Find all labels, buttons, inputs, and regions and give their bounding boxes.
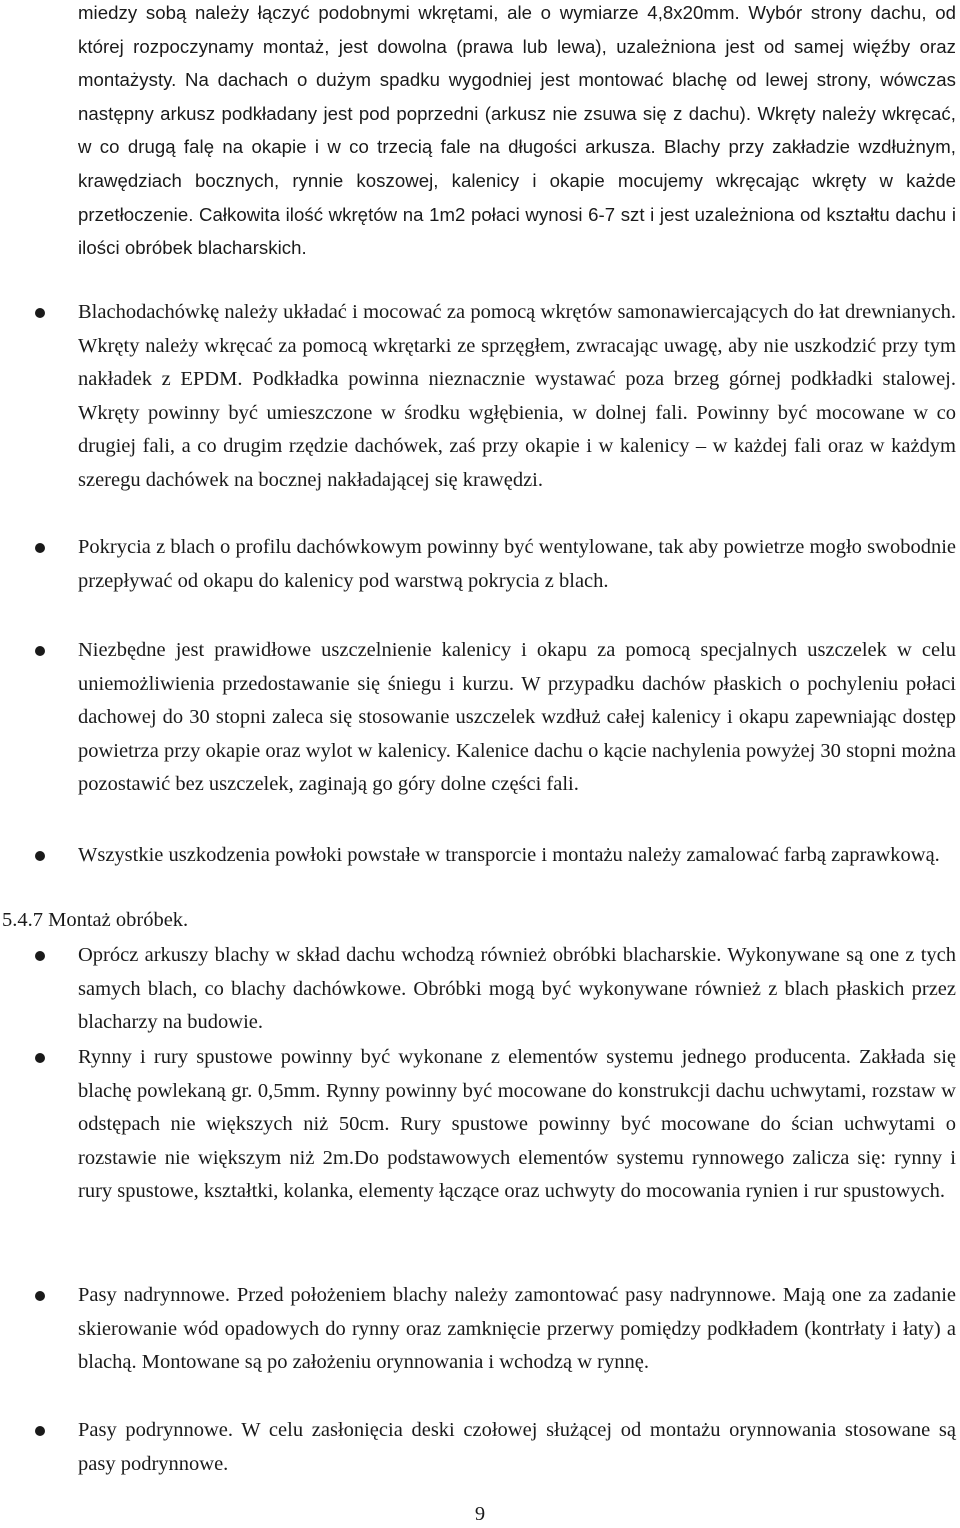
bullet-icon [35, 308, 45, 318]
bullet-item-eaves-strip: Pasy podrynnowe. W celu zasłonięcia deski czołowej służącej od montażu orynnowania stosowane są pasy podrynnowe. [78, 1419, 956, 1475]
continuation-paragraph: miedzy sobą należy łączyć podobnymi wkrętami, ale o wymiarze 4,8x20mm. Wybór strony dachu, od której rozpoczynamy montaż, jest dowolna (prawa lub lewa), uzależniona jest od samej więźby oraz montażysty. Na dachach o dużym spadku wygodniej jest montować blachę od lewej strony, wówczas następny arkusz podkładany jest pod poprzedni (arkusz nie zsuwa się z dachu). Wkręty należy wkręcać, w co drugą falę na okapie i w co trzecią fale na długości arkusza. Blachy przy zakładzie wzdłużnym, krawędziach bocznych, rynnie koszowej, kalenicy i okapie mocujemy wkręcając wkręty w każde przetłoczenie. Całkowita ilość wkrętów na 1m2 połaci wynosi 6-7 szt i jest uzależniona od kształtu dachu i ilości obróbek blacharskich. [78, 2, 956, 259]
bullet-icon [35, 1053, 45, 1063]
page-number: 9 [474, 1503, 486, 1525]
bullet-icon [35, 543, 45, 553]
bullet-icon [35, 646, 45, 656]
bullet-item-touchup-paint: Wszystkie uszkodzenia powłoki powstałe w transporcie i montażu należy zamalować farbą zaprawkową. [78, 844, 940, 866]
bullet-icon [35, 1291, 45, 1301]
bullet-item-drip-edge: Pasy nadrynnowe. Przed położeniem blachy należy zamontować pasy nadrynnowe. Mają one za zadanie skierowanie wód opadowych do rynny oraz zamknięcie przerwy pomiędzy podkładem (kontrłaty i łaty) a blachą. Montowane są po założeniu orynnowania i wchodzą w rynnę. [78, 1284, 956, 1374]
section-heading: 5.4.7 Montaż obróbek. [2, 909, 189, 931]
bullet-icon [35, 851, 45, 861]
bullet-icon [35, 951, 45, 961]
bullet-item-sealing: Niezbędne jest prawidłowe uszczelnienie kalenicy i okapu za pomocą specjalnych uszczelek w celu uniemożliwienia przedostawanie się śniegu i kurzu. W przypadku dachów płaskich o pochyleniu połaci dachowej do 30 stopni zaleca się stosowanie uszczelek wzdłuż całej kalenicy i okapu zapewniając dostęp powietrza przy okapie oraz wylot w kalenicy. Kalenice dachu o kącie nachylenia powyżej 30 stopni można pozostawić bez uszczelek, zaginają go góry dolne części fali. [78, 639, 956, 796]
bullet-item-ventilation: Pokrycia z blach o profilu dachówkowym powinny być wentylowane, tak aby powietrze mogło swobodnie przepływać od okapu do kalenicy pod warstwą pokrycia z blach. [78, 536, 956, 592]
bullet-item-gutters: Rynny i rury spustowe powinny być wykonane z elementów systemu jednego producenta. Zakłada się blachę powlekaną gr. 0,5mm. Rynny powinny być mocowane do konstrukcji dachu uchwytami, rozstaw w odstępach nie większych niż 50cm. Rury spustowe powinny być mocowane do ścian uchwytami o rozstawie nie większym niż 2m.Do podstawowych elementów systemu rynnowego zalicza się: rynny i rury spustowe, kształtki, kolanka, elementy łączące oraz uchwyty do mocowania rynien i rur spustowych. [78, 1046, 956, 1203]
bullet-icon [35, 1426, 45, 1436]
bullet-item-screws: Blachodachówkę należy układać i mocować za pomocą wkrętów samonawiercających do łat drewnianych. Wkręty należy wkręcać za pomocą wkrętarki ze sprzęgłem, zwracając uwagę, aby nie uszkodzić przy tym nakładek z EPDM. Podkładka powinna nieznacznie wystawać poza brzeg górnej podkładki stalowej. Wkręty powinny być umieszczone w środku wgłębienia, w dolnej fali. Powinny być mocowane w co drugiej fali, a co drugim rzędzie dachówek, zaś przy okapie i w kalenicy – w każdej fali oraz w każdym szeregu dachówek na bocznej nakładającej się krawędzi. [78, 301, 956, 491]
bullet-item-flashings: Oprócz arkuszy blachy w skład dachu wchodzą również obróbki blacharskie. Wykonywane są one z tych samych blach, co blachy dachówkowe. Obróbki mogą być wykonywane również z blach płaskich przez blacharzy na budowie. [78, 944, 956, 1034]
